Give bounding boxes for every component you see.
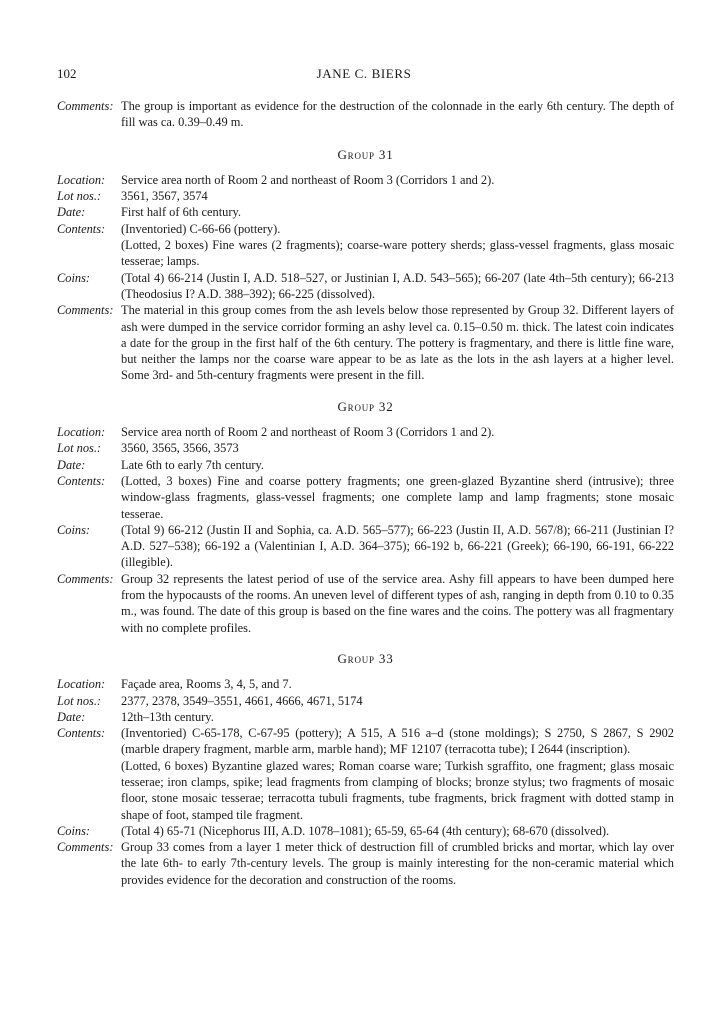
entry-text: Group 33 comes from a layer 1 meter thick of destruction fill of crumbled bricks and mortar, which lay over the late 6th- to early 7th-century levels. The group is mainly interesting for the non-ceramic material which provides evidence for the decoration and construction of the rooms. xyxy=(121,840,674,887)
entry-label: Coins: xyxy=(57,270,91,285)
entry-label: Comments: xyxy=(57,571,114,586)
entry-text: Façade area, Rooms 3, 4, 5, and 7. xyxy=(121,677,292,692)
page-number: 102 xyxy=(57,66,77,81)
entry-text: (Inventoried) C-66-66 (pottery). xyxy=(121,221,281,236)
entry-text: The group is important as evidence for the destruction of the colonnade in the early 6th century. The depth of fill was ca. 0.39–0.49 m. xyxy=(121,99,674,130)
group-title: Group 33 xyxy=(337,650,394,666)
catalog-entry xyxy=(57,172,674,188)
entry-label: Lot nos.: xyxy=(57,693,102,708)
entry-text: (Total 4) 65-71 (Nicephorus III, A.D. 1078–1081); 65-59, 65-64 (4th century); 68-670 (dissolved). xyxy=(121,823,610,838)
groups-container xyxy=(57,147,674,888)
entry-text: (Total 9) 66-212 (Justin II and Sophia, ca. A.D. 565–577); 66-223 (Justin II, A.D. 567/8); 66-211 (Justinian I? A.D. 527–538); 66-192 a (Valentinian I, A.D. 364–375); 66-192 b, 66-221 (Greek); 66-190, 66-191, 66-222 (illegible). xyxy=(121,522,674,570)
entry-label xyxy=(57,758,121,823)
catalog-entry xyxy=(57,823,674,839)
entry-text: (Total 4) 66-214 (Justin I, A.D. 518–527, or Justinian I, A.D. 543–565); 66-207 (late 4th–5th century); 66-213 (Theodosius I? A.D. 388–392); 66-225 (dissolved). xyxy=(121,270,674,301)
intro-comments-entry xyxy=(57,98,674,131)
entry-text: Service area north of Room 2 and northeast of Room 3 (Corridors 1 and 2). xyxy=(121,172,495,187)
catalog-entry xyxy=(57,237,674,270)
catalog-entry xyxy=(57,725,674,758)
entry-label: Location: xyxy=(57,677,106,692)
catalog-entry xyxy=(57,188,674,204)
entry-label: Date: xyxy=(57,205,86,220)
entry-label: Coins: xyxy=(57,823,91,838)
entry-text: (Lotted, 6 boxes) Byzantine glazed wares; Roman coarse ware; Turkish sgraffito, one fragment; glass mosaic tesserae; iron clamps, spike; lead fragments from clamping of blocks; bronze stylus; two fragments of mosaic floor, stone mosaic tesserae; terracotta tubuli fragments, tube fragments, brick fragment with dotted stamp in shape of foot, stamped tile fragment. xyxy=(121,758,674,822)
catalog-entry xyxy=(57,204,674,220)
entry-text: (Inventoried) C-65-178, C-67-95 (pottery); A 515, A 516 a–d (stone moldings); S 2750, S 2867, S 2902 (marble drapery fragment, marble arm, marble hand); MF 12107 (terracotta tube); I 2644 (inscription). xyxy=(121,726,674,757)
group-title: Group 32 xyxy=(337,398,394,414)
entry-text: 2377, 2378, 3549–3551, 4661, 4666, 4671, 5174 xyxy=(121,693,363,708)
entry-label: Contents: xyxy=(57,221,106,236)
entry-label: Coins: xyxy=(57,522,91,537)
entry-text: First half of 6th century. xyxy=(121,205,241,220)
entry-label: Lot nos.: xyxy=(57,189,102,204)
catalog-entry xyxy=(57,709,674,725)
entry-text: 3560, 3565, 3566, 3573 xyxy=(121,441,239,456)
entry-label: Location: xyxy=(57,425,106,440)
catalog-entry xyxy=(57,676,674,692)
entry-label: Date: xyxy=(57,457,86,472)
entry-text: 12th–13th century. xyxy=(121,709,214,724)
entry-text: Service area north of Room 2 and northeast of Room 3 (Corridors 1 and 2). xyxy=(121,425,495,440)
entry-label: Lot nos.: xyxy=(57,441,102,456)
catalog-entry xyxy=(57,302,674,383)
page-header xyxy=(57,66,671,84)
entry-text: Late 6th to early 7th century. xyxy=(121,457,265,472)
entry-label: Comments: xyxy=(57,303,114,318)
entry-label: Date: xyxy=(57,709,86,724)
group-title: Group 31 xyxy=(337,146,394,162)
article-body xyxy=(57,98,674,888)
entry-label: Comments: xyxy=(57,99,114,113)
entry-label: Contents: xyxy=(57,726,106,741)
entry-text: Group 32 represents the latest period of use of the service area. Ashy fill appears to have been dumped here from the hypocausts of the rooms. An uneven level of different types of ash, ranging in depth from 0.10 to 0.35 m., was found. The date of this group is based on the fine wares and the coins. The pottery was all fragmentary with no complete profiles. xyxy=(121,571,674,635)
catalog-entry xyxy=(57,693,674,709)
entry-text: 3561, 3567, 3574 xyxy=(121,189,208,204)
catalog-entry xyxy=(57,270,674,303)
catalog-entry xyxy=(57,457,674,473)
catalog-entry xyxy=(57,758,674,823)
entry-text: The material in this group comes from the ash levels below those represented by Group 32. Different layers of ash were dumped in the service corridor forming an ashy level ca. 0.15–0.50 m. thick. The latest coin indicates a date for the group in the first half of the 6th century. The pottery is fragmentary, and there is little fine ware, but neither the lamps nor the coarse ware appear to be as late as the lots in the ash layers at a higher level. Some 3rd- and 5th-century fragments were present in the fill. xyxy=(121,303,674,383)
entry-text: (Lotted, 2 boxes) Fine wares (2 fragments); coarse-ware pottery sherds; glass-vessel fragments, glass mosaic tesserae; lamps. xyxy=(121,238,674,269)
catalog-entry xyxy=(57,473,674,522)
catalog-entry xyxy=(57,571,674,636)
running-title: JANE C. BIERS xyxy=(316,66,412,81)
entry-label xyxy=(57,237,121,270)
entry-label: Contents: xyxy=(57,473,106,488)
catalog-entry xyxy=(57,440,674,456)
catalog-entry xyxy=(57,522,674,571)
catalog-entry xyxy=(57,221,674,237)
entry-text: (Lotted, 3 boxes) Fine and coarse pottery fragments; one green-glazed Byzantine sherd (intrusive); three window-glass fragments, glass-vessel fragments; one complete lamp and lamp fragments; stone mosaic tesserae. xyxy=(121,473,674,521)
entry-label: Comments: xyxy=(57,840,114,855)
entry-label: Location: xyxy=(57,172,106,187)
catalog-entry xyxy=(57,424,674,440)
catalog-entry xyxy=(57,839,674,888)
